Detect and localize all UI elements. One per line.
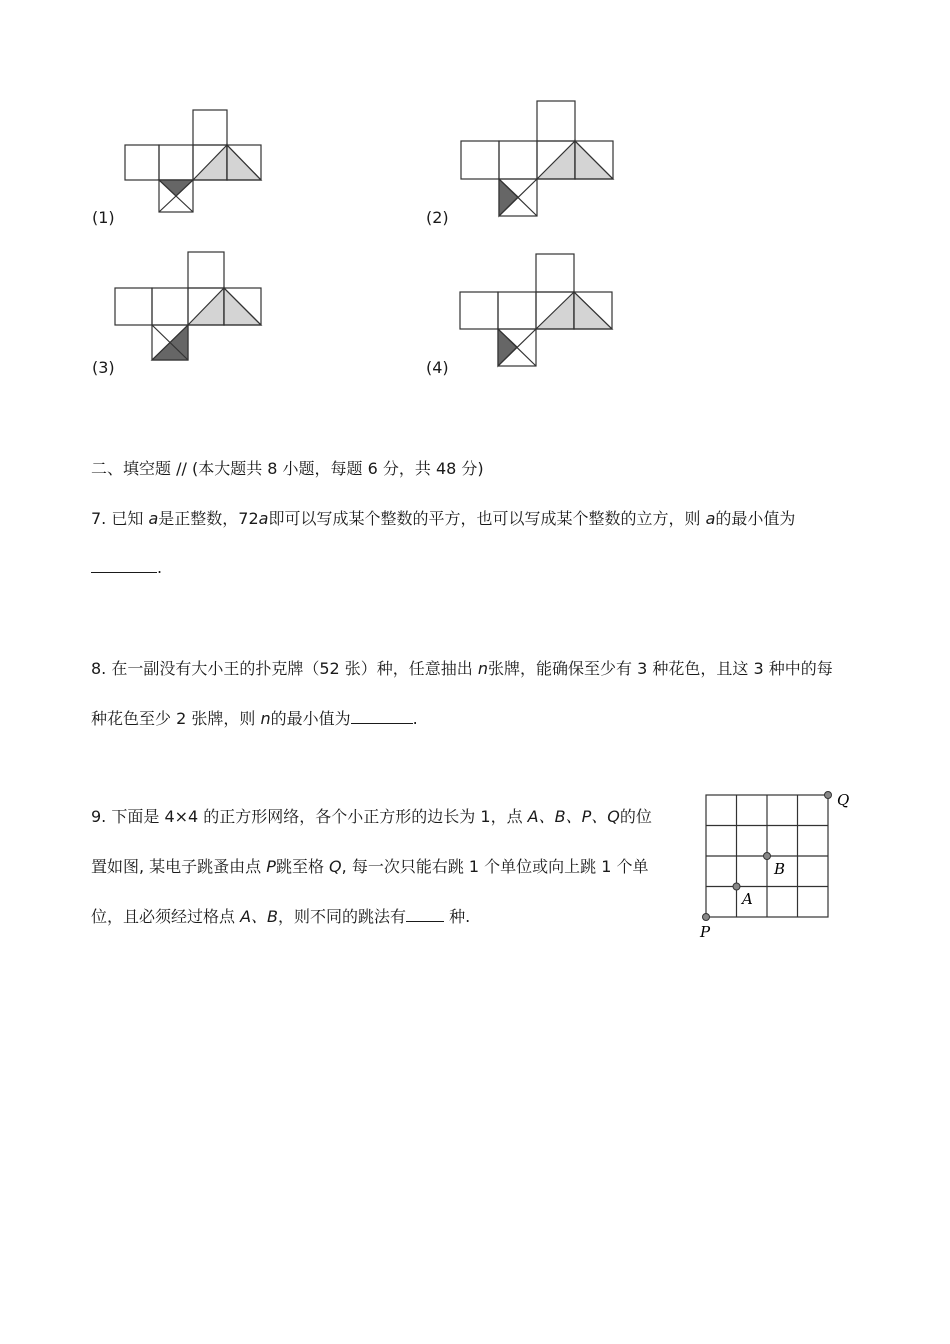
question-7-line-1 (91, 506, 795, 529)
question-text: 的最小值为 (270, 709, 351, 728)
point-q-marker (825, 792, 832, 799)
question-text: 位，且必须经过格点 (91, 907, 236, 926)
figure-label-3: (3) (92, 358, 115, 377)
point-q: Q (329, 857, 342, 876)
question-number: 9. (91, 807, 107, 826)
question-text: 种. (449, 907, 471, 926)
answer-blank[interactable] (91, 558, 157, 573)
question-7-line-2 (91, 558, 162, 577)
question-number: 7. (91, 509, 107, 528)
answer-blank[interactable] (351, 709, 413, 724)
question-text: 种花色至少 2 张牌，则 (91, 709, 256, 728)
answer-blank[interactable] (406, 907, 444, 922)
question-text: 即可以写成某个整数的平方，也可以写成某个整数的立方，则 (268, 509, 701, 528)
label-q: Q (837, 791, 850, 809)
variable-n: n (260, 709, 271, 728)
cube-net-figure-4 (455, 248, 620, 370)
question-text: , 每一次只能右跳 1 个单位或向上跳 1 个单 (341, 857, 649, 876)
figure-label-1: (1) (92, 208, 115, 227)
question-text: 的位 (619, 807, 652, 826)
points-list: A、B、P、Q (527, 807, 620, 826)
question-text: 张牌，能确保至少有 3 种花色，且这 3 种中的每 (488, 659, 833, 678)
point-b-marker (764, 853, 771, 860)
points-list: A、B (240, 907, 279, 926)
question-number: 8. (91, 659, 107, 678)
label-b: B (774, 860, 786, 878)
question-text: 在一副没有大小王的扑克牌（52 张）种，任意抽出 (111, 659, 473, 678)
point-a-marker (733, 883, 740, 890)
question-8-line-1 (91, 656, 833, 679)
question-text: 跳至格 (275, 857, 324, 876)
question-9-line-2 (91, 854, 649, 877)
question-9-line-1 (91, 804, 652, 827)
question-text: 的最小值为 (715, 509, 796, 528)
point-p-marker (703, 914, 710, 921)
figure-label-2: (2) (426, 208, 449, 227)
cube-net-figure-1 (120, 106, 270, 216)
question-8-line-2 (91, 706, 418, 729)
variable-n: n (477, 659, 489, 678)
question-text: 是正整数，72 (158, 509, 259, 528)
variable-a: a (258, 509, 269, 528)
label-p: P (700, 923, 711, 941)
grid-figure (690, 780, 865, 945)
section-header: 二、填空题 // (本大题共 8 小题，每题 6 分，共 48 分) (91, 459, 484, 478)
cube-net-figure-3 (110, 248, 270, 368)
question-text: 已知 (111, 509, 144, 528)
question-9-line-3 (91, 904, 470, 927)
question-text: 下面是 4×4 的正方形网络，各个小正方形的边长为 1，点 (111, 807, 523, 826)
variable-a: a (705, 509, 716, 528)
label-a: A (742, 890, 753, 908)
question-text: ，则不同的跳法有 (278, 907, 407, 926)
question-end: . (412, 709, 418, 728)
point-p: P (266, 857, 276, 876)
question-end: . (157, 558, 163, 577)
cube-net-figure-2 (455, 96, 620, 221)
question-text: 置如图, 某电子跳蚤由点 (91, 857, 262, 876)
variable-a: a (148, 509, 159, 528)
figure-label-4: (4) (426, 358, 449, 377)
